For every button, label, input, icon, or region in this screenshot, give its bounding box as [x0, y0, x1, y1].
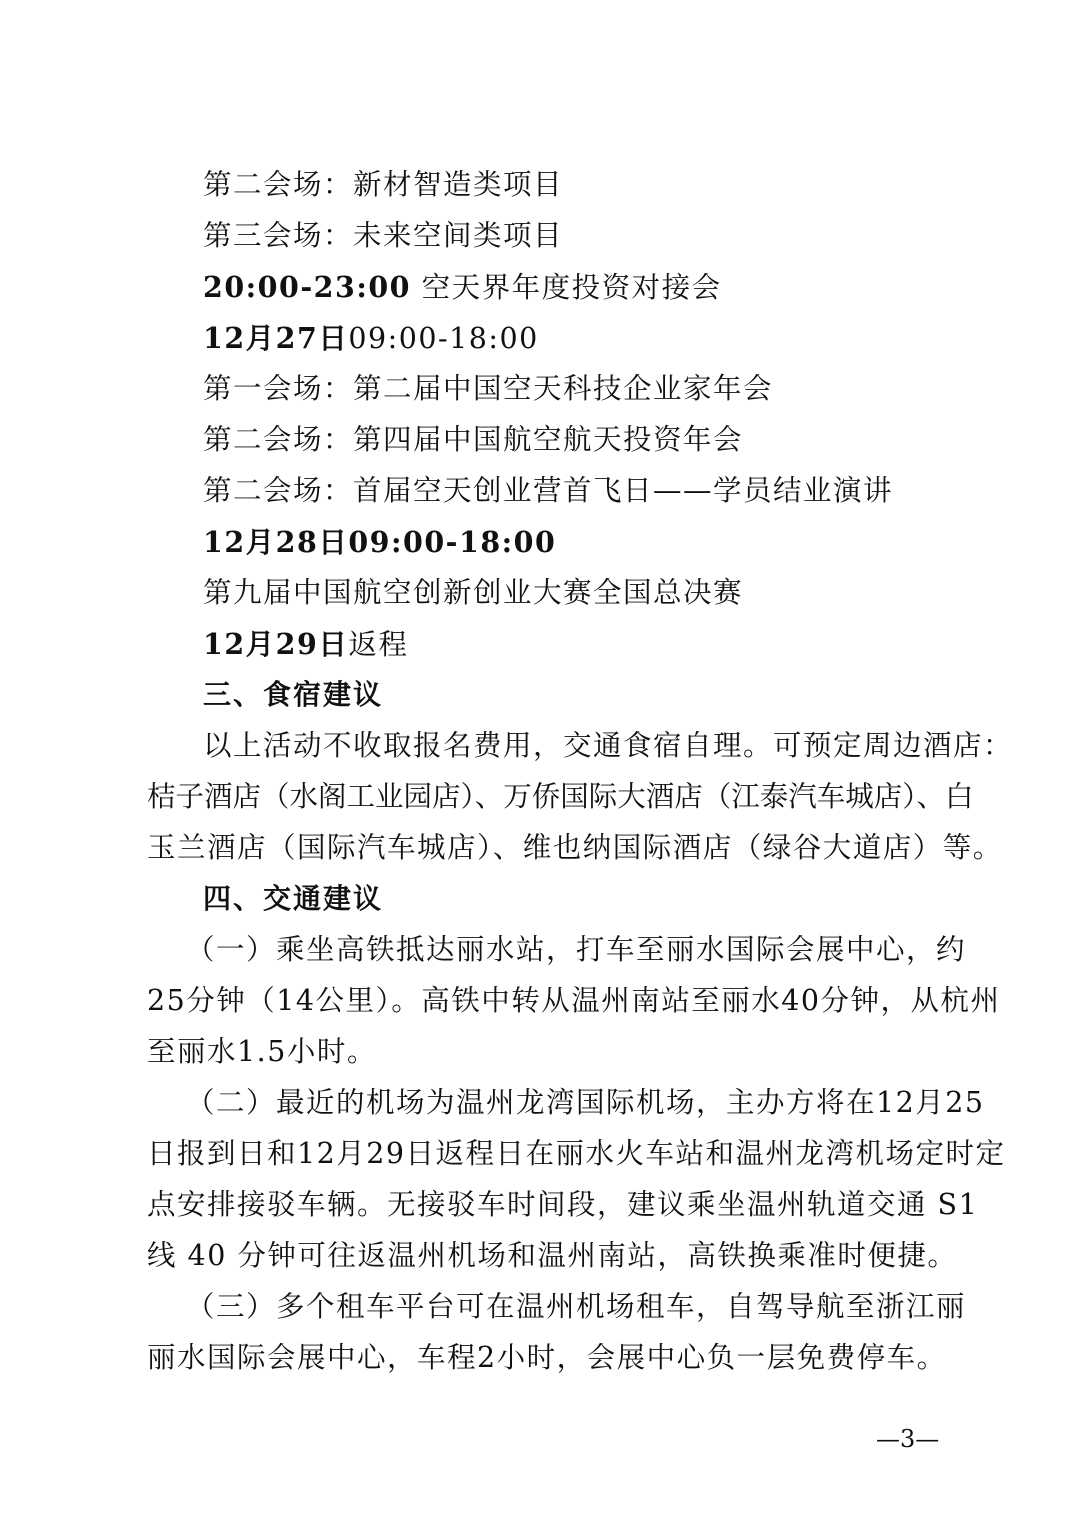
transport-p1-line-2: 25分钟（14公里）。高铁中转从温州南站至丽水40分钟，从杭州 — [147, 984, 1001, 1017]
day27-venue2b-line: 第二会场：首届空天创业营首飞日——学员结业演讲 — [203, 474, 894, 507]
lodging-line-2: 桔子酒店（水阁工业园店）、万侨国际大酒店（江泰汽车城店）、白 — [147, 780, 974, 813]
transport-p3-line-2: 丽水国际会展中心，车程2小时，会展中心负一层免费停车。 — [147, 1341, 947, 1374]
day29-line — [203, 627, 408, 662]
day27-time: 09:00-18:00 — [348, 322, 539, 355]
page-number: —3— — [876, 1425, 940, 1453]
evening-meeting-line — [203, 270, 722, 305]
transport-p2-line-1: （二）最近的机场为温州龙湾国际机场，主办方将在12月25 — [186, 1086, 985, 1119]
lodging-line-1: 以上活动不收取报名费用，交通食宿自理。可预定周边酒店： — [203, 729, 1014, 762]
day27-venue1-line: 第一会场：第二届中国空天科技企业家年会 — [203, 372, 774, 405]
day29-label: 返程 — [348, 628, 409, 661]
day28-date: 12月28日 — [203, 525, 349, 559]
transport-p2-line-3: 点安排接驳车辆。无接驳车时间段，建议乘坐温州轨道交通 S1 — [147, 1188, 979, 1221]
lodging-line-3: 玉兰酒店（国际汽车城店）、维也纳国际酒店（绿谷大道店）等。 — [147, 831, 1003, 864]
transport-p2-line-2: 日报到日和12月29日返程日在丽水火车站和温州龙湾机场定时定 — [147, 1137, 1006, 1170]
day27-venue2-line: 第二会场：第四届中国航空航天投资年会 — [203, 423, 744, 456]
day28-event-line: 第九届中国航空创新创业大赛全国总决赛 — [203, 576, 744, 609]
day28-time: 09:00-18:00 — [348, 525, 557, 559]
day27-line — [203, 321, 539, 356]
day27-date: 12月27日 — [203, 321, 349, 355]
venue2-newmaterials-line: 第二会场：新材智造类项目 — [203, 168, 564, 201]
lodging-heading: 三、食宿建议 — [203, 678, 384, 711]
evening-meeting-time: 20:00-23:00 — [203, 270, 412, 304]
transport-p1-line-3: 至丽水1.5小时。 — [147, 1035, 377, 1068]
day28-line — [203, 525, 556, 559]
transport-p2-line-4: 线 40 分钟可往返温州机场和温州南站，高铁换乘准时便捷。 — [147, 1239, 958, 1272]
transport-p1-line-1: （一）乘坐高铁抵达丽水站，打车至丽水国际会展中心，约 — [186, 933, 967, 966]
day29-date: 12月29日 — [203, 627, 349, 661]
transport-heading: 四、交通建议 — [203, 882, 384, 915]
venue3-future-line: 第三会场：未来空间类项目 — [203, 219, 564, 252]
transport-p3-line-1: （三）多个租车平台可在温州机场租车，自驾导航至浙江丽 — [186, 1290, 967, 1323]
evening-meeting-title: 空天界年度投资对接会 — [421, 271, 722, 304]
